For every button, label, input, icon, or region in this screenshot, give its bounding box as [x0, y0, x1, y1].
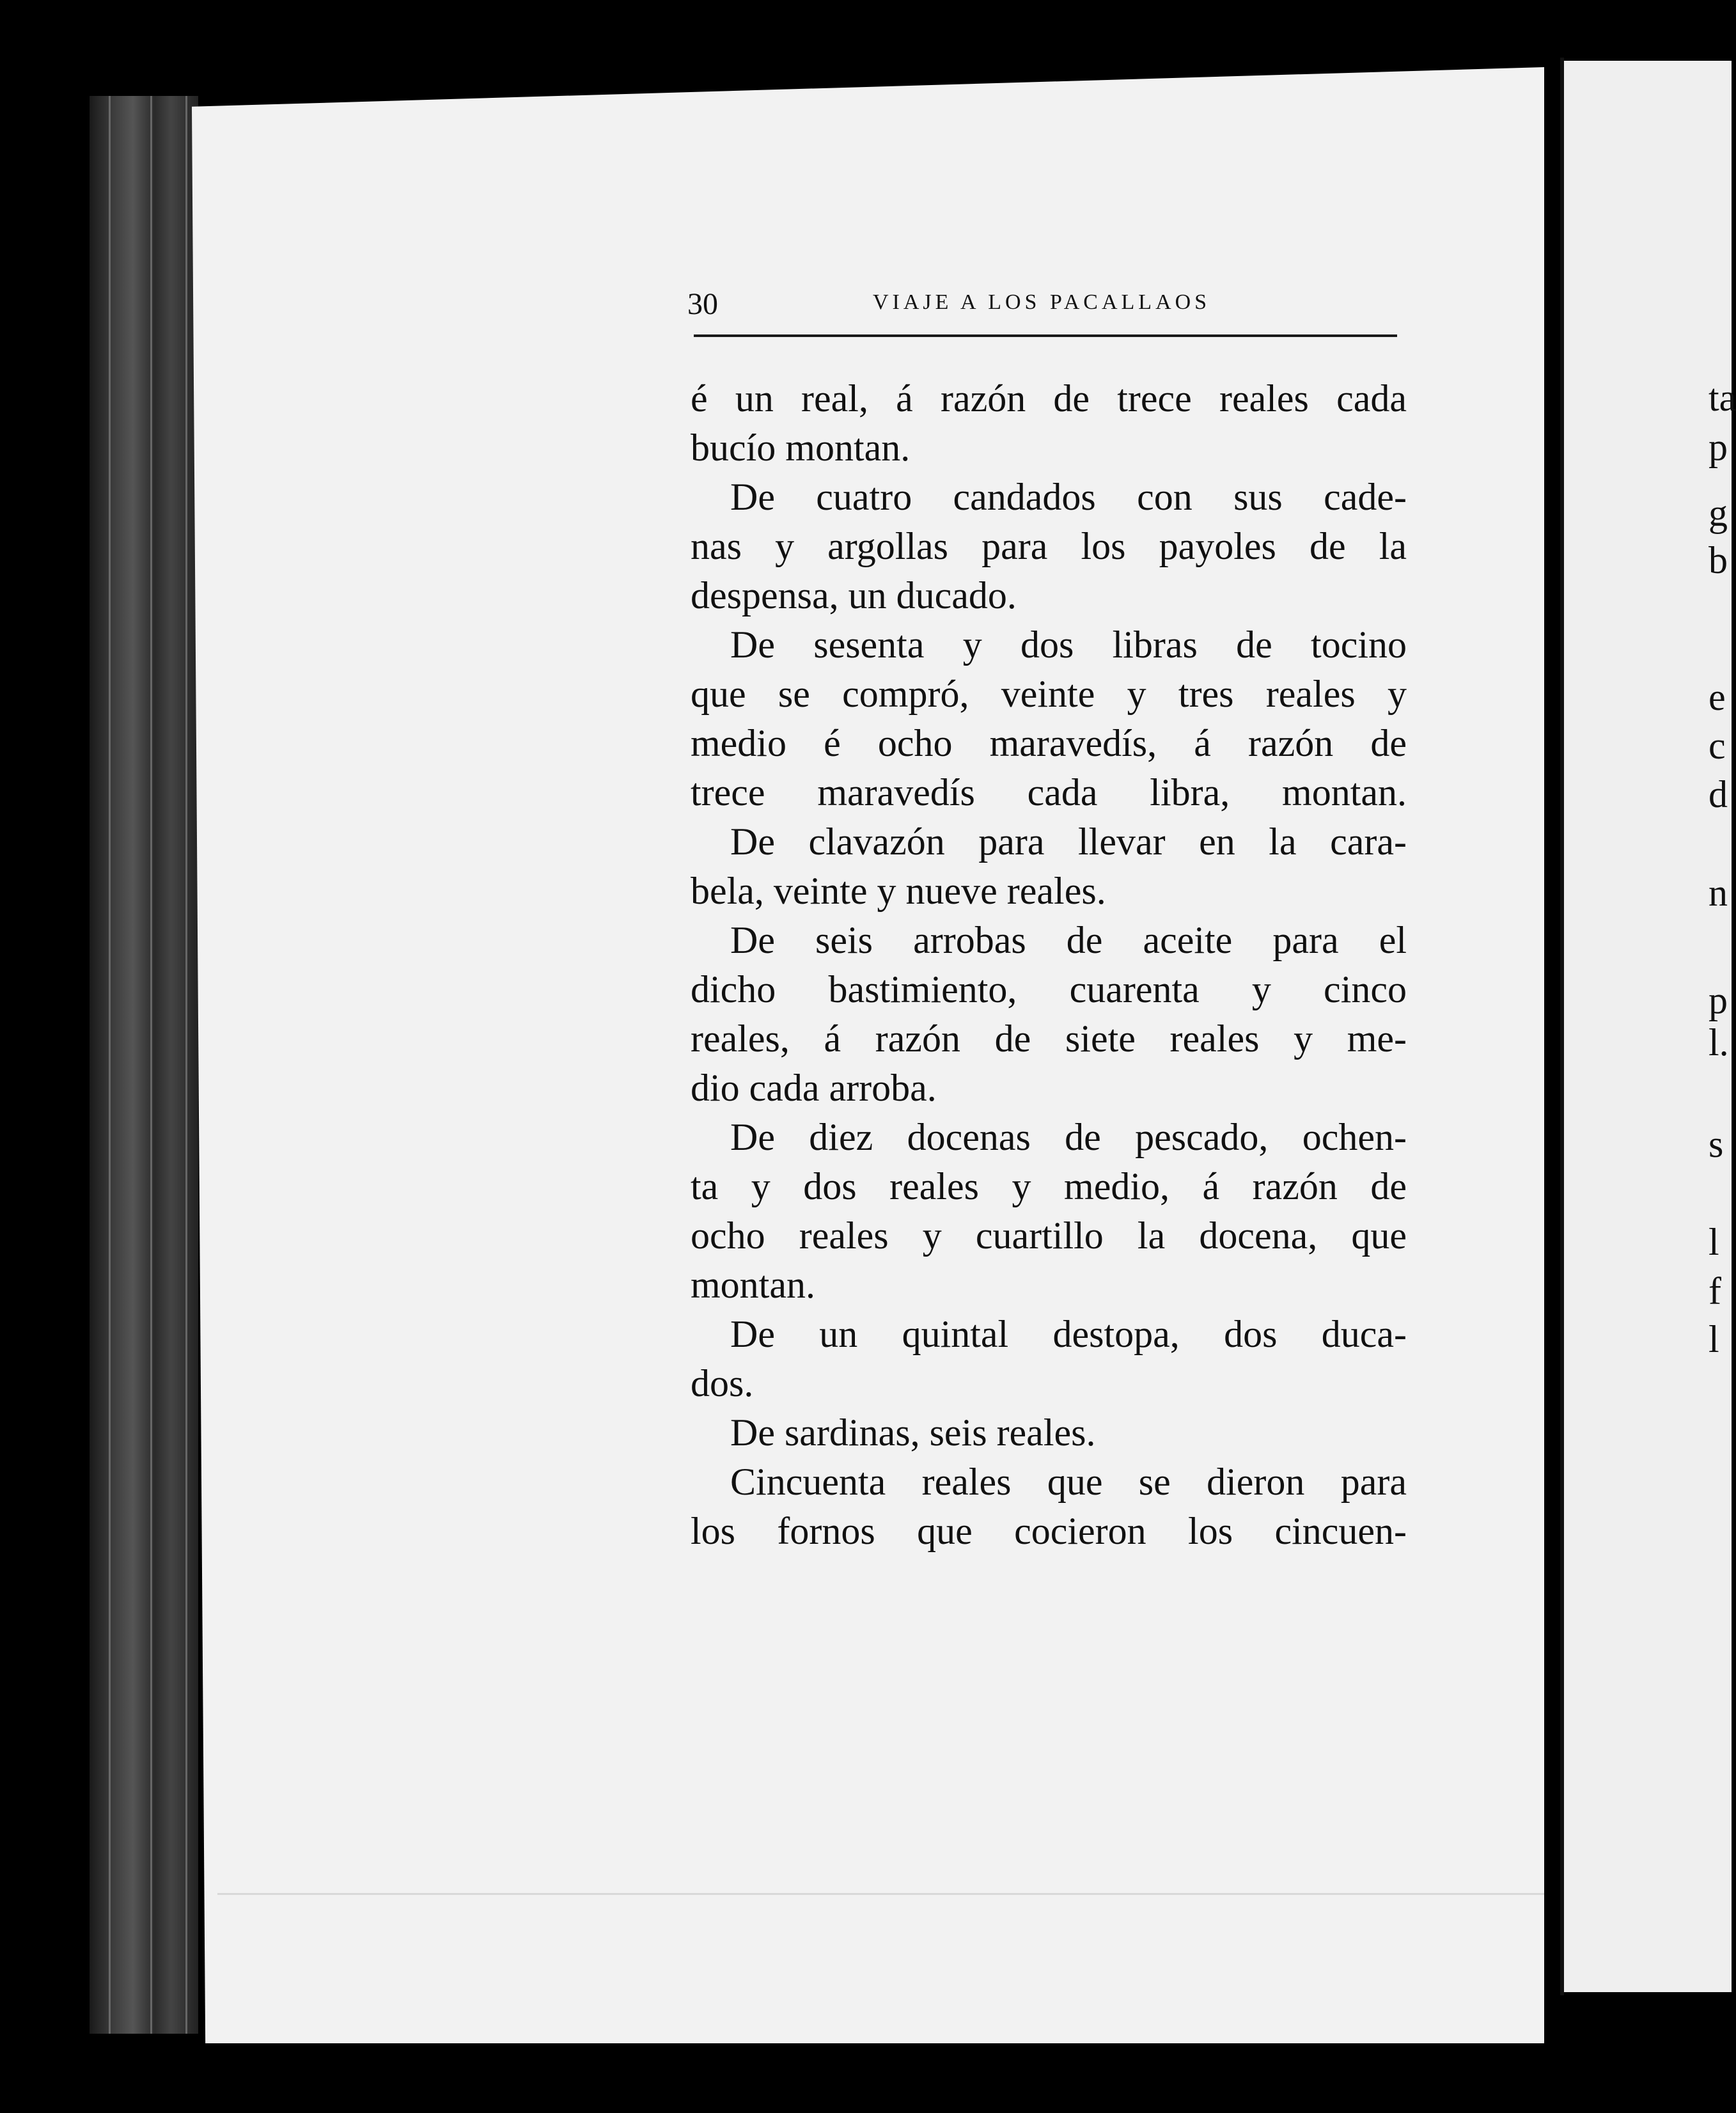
text-line: reales, á razón de siete reales y me- — [691, 1017, 1407, 1060]
next-page-fragment: l. — [1709, 1021, 1729, 1064]
next-page-fragment: p — [1709, 979, 1728, 1021]
text-line: De seis arrobas de aceite para el — [730, 919, 1407, 961]
body-text — [691, 374, 1407, 1556]
next-page-fragment: l — [1709, 1318, 1719, 1360]
text-line: dos. — [691, 1362, 754, 1404]
text-line: nas y argollas para los payoles de la — [691, 525, 1407, 567]
text-line: medio é ocho maravedís, á razón de — [691, 722, 1407, 764]
text-line: trece maravedís cada libra, montan. — [691, 771, 1407, 813]
next-page-fragment: ta — [1709, 377, 1736, 419]
running-head: VIAJE A LOS PACALLAOS — [873, 290, 1211, 314]
text-line: De un quintal destopa, dos duca- — [730, 1313, 1407, 1355]
book-spine — [90, 96, 198, 2034]
page-number: 30 — [687, 287, 718, 321]
next-page-fragment: b — [1709, 539, 1728, 581]
text-line: De clavazón para llevar en la cara- — [730, 821, 1407, 863]
text-line: De sesenta y dos libras de tocino — [730, 624, 1407, 666]
text-line: los fornos que cocieron los cincuen- — [691, 1510, 1407, 1552]
next-page-fragment: p — [1709, 426, 1728, 468]
spine-edge-line — [150, 96, 152, 2034]
text-line: ocho reales y cuartillo la docena, que — [691, 1214, 1407, 1257]
next-page-fragment: s — [1709, 1123, 1724, 1165]
text-line: dio cada arroba. — [691, 1067, 937, 1109]
text-line: despensa, un ducado. — [691, 574, 1017, 617]
next-page-fragment: f — [1709, 1270, 1721, 1312]
text-line: é un real, á razón de trece reales cada — [691, 377, 1407, 420]
next-page-fragment: c — [1709, 725, 1726, 767]
text-line: dicho bastimiento, cuarenta y cinco — [691, 968, 1407, 1010]
next-page-fragment: g — [1709, 492, 1728, 534]
text-line: ta y dos reales y medio, á razón de — [691, 1165, 1407, 1207]
header-rule — [694, 334, 1397, 337]
next-page-fragment: l — [1709, 1221, 1719, 1263]
text-line: De sardinas, seis reales. — [730, 1411, 1096, 1454]
text-line: montan. — [691, 1264, 815, 1306]
page-bottom-edge — [217, 1893, 1544, 1933]
spine-edge-line — [185, 96, 187, 2034]
text-line: que se compró, veinte y tres reales y — [691, 673, 1407, 715]
text-line: bela, veinte y nueve reales. — [691, 870, 1106, 912]
spine-edge-line — [109, 96, 111, 2034]
text-line: De cuatro candados con sus cade- — [730, 476, 1407, 518]
page-gutter — [1560, 58, 1564, 1995]
text-line: De diez docenas de pescado, ochen- — [730, 1116, 1407, 1158]
next-page-edge — [1560, 61, 1732, 1992]
page-header — [687, 287, 1397, 325]
next-page-fragment: n — [1709, 872, 1728, 914]
next-page-fragment: e — [1709, 676, 1726, 718]
text-line: bucío montan. — [691, 427, 911, 469]
next-page-fragment: d — [1709, 773, 1728, 815]
text-line: Cincuenta reales que se dieron para — [730, 1461, 1407, 1503]
